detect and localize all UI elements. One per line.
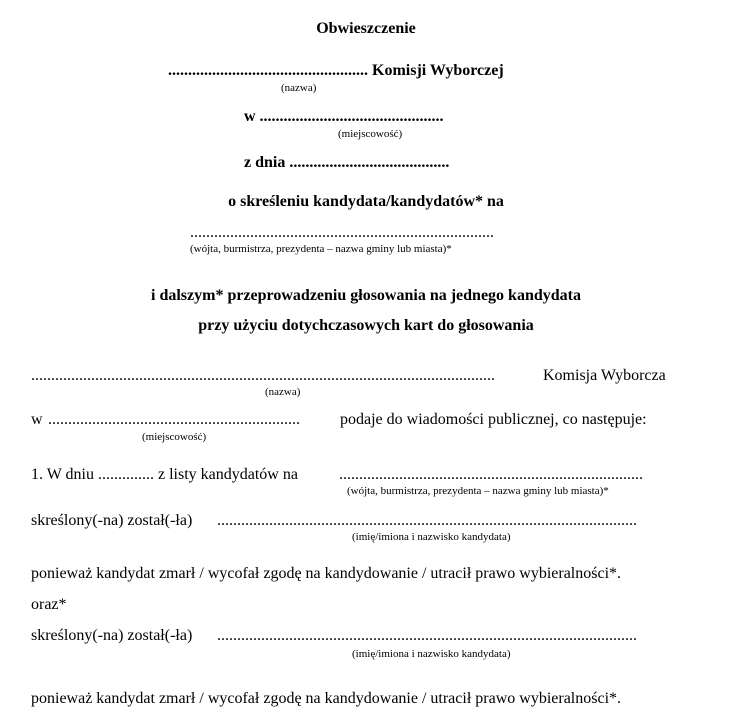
oraz-text: oraz* xyxy=(31,596,67,613)
body-place-suffix: podaje do wiadomości publicznej, co następuje: xyxy=(340,411,647,428)
office-line: ............................................................................ xyxy=(190,224,494,241)
struck-dots-2: ......................................................................................................... xyxy=(217,627,637,644)
struck-label: skreślony(-na) został(-ła) xyxy=(31,512,193,529)
struck-label-2: skreślony(-na) został(-ła) xyxy=(31,627,193,644)
office-hint: (wójta, burmistrza, prezydenta – nazwa gminy lub miasta)* xyxy=(190,243,452,255)
continuation-line-1: i dalszym* przeprowadzeniu głosowania na jednego kandydata xyxy=(151,287,581,304)
date-line: z dnia ........................................ xyxy=(244,154,450,171)
reason-text-2: ponieważ kandydat zmarł / wycofał zgodę na kandydowanie / utracił prawo wybieralności*. xyxy=(31,690,622,707)
continuation-line-2: przy użyciu dotychczasowych kart do głosowania xyxy=(198,317,534,334)
place-line: w .............................................. xyxy=(244,108,444,125)
body-place-hint: (miejscowość) xyxy=(142,431,207,443)
reason-text: ponieważ kandydat zmarł / wycofał zgodę na kandydowanie / utracił prawo wybieralności*. xyxy=(31,565,622,582)
item-1-prefix: 1. W dniu .............. z listy kandydatów na xyxy=(31,466,298,483)
subject-line: o skreśleniu kandydata/kandydatów* na xyxy=(228,193,504,210)
commission-name-hint: (nazwa) xyxy=(281,82,317,94)
body-place-dots: ............................................................... xyxy=(48,411,300,428)
commission-name-line: .................................................. Komisji Wyborczej xyxy=(168,62,504,79)
item-1-dots: ............................................................................ xyxy=(339,466,643,483)
struck-dots: ......................................................................................................... xyxy=(217,512,637,529)
body-place-prefix: w xyxy=(31,411,43,428)
candidate-hint-2: (imię/imiona i nazwisko kandydata) xyxy=(352,648,511,660)
candidate-hint: (imię/imiona i nazwisko kandydata) xyxy=(352,531,511,543)
body-commission-label: Komisja Wyborcza xyxy=(543,367,666,384)
body-commission-dots: .................................................................................................................... xyxy=(31,367,495,384)
document-title: Obwieszczenie xyxy=(316,20,416,37)
body-commission-hint: (nazwa) xyxy=(265,386,301,398)
item-1-office-hint: (wójta, burmistrza, prezydenta – nazwa gminy lub miasta)* xyxy=(347,485,609,497)
place-hint: (miejscowość) xyxy=(338,128,403,140)
